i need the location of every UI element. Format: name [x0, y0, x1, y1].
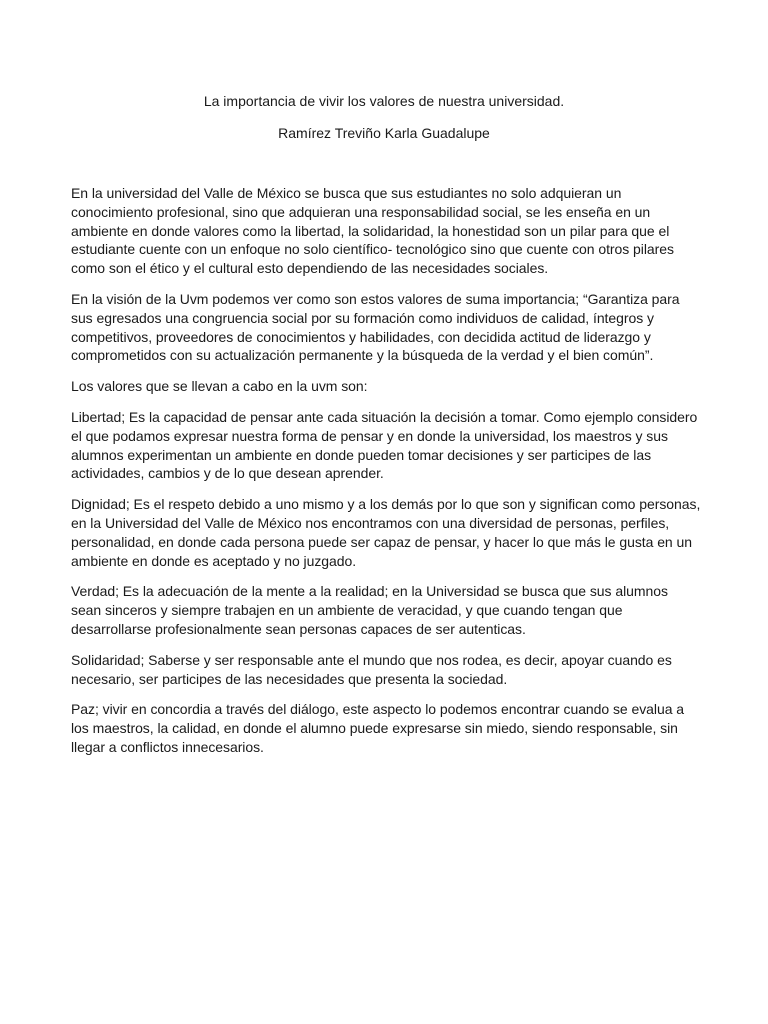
paragraph-libertad: Libertad; Es la capacidad de pensar ante cada situación la decisión a tomar. Como ejemplo considero el que podamos expresar nuestra forma de pensar y en donde la universidad, los maestros y sus alumnos experimentan un ambiente en donde pueden tomar decisiones y ser participes de las actividades, cambios y de lo que desean aprender.: [71, 408, 698, 482]
paragraph-solidaridad: Solidaridad; Saberse y ser responsable ante el mundo que nos rodea, es decir, apoyar cuando es necesario, ser participes de las necesidades que presenta la sociedad.: [71, 651, 672, 687]
paragraph-dignidad: Dignidad; Es el respeto debido a uno mismo y a los demás por lo que son y significan como personas, en la Universidad del Valle de México nos encontramos con una diversidad de personas, perfiles, personalidad, en donde cada persona puede ser capaz de pensar, y hacer lo que más le gusta en un ambiente en donde es aceptado y no juzgado.: [71, 496, 701, 569]
document-author: Ramírez Treviño Karla Guadalupe: [278, 125, 490, 141]
paragraph-values-intro: Los valores que se llevan a cabo en la uvm son:: [71, 378, 368, 395]
paragraph-verdad: Verdad; Es la adecuación de la mente a la realidad; en la Universidad se busca que sus alumnos sean sinceros y siempre trabajen en un ambiente de veracidad, y que cuando tengan que desarrollarse profesionalmente sean personas capaces de ser autenticas.: [71, 583, 668, 637]
paragraph-intro: En la universidad del Valle de México se busca que sus estudiantes no solo adquieran un conocimiento profesional, sino que adquieran una responsabilidad social, se les enseña en un ambiente en donde valores como la libertad, la solidaridad, la honestidad son un pilar para que el estudiante cuente con un enfoque no solo científico- tecnológico sino que cuente con otros pilares como son el ético y el cultural esto dependiendo de las necesidades sociales.: [71, 185, 674, 277]
paragraph-vision: En la visión de la Uvm podemos ver como son estos valores de suma importancia; “Garantiza para sus egresados una congruencia social por su formación como individuos de calidad, íntegros y competitivos, proveedores de conocimientos y habilidades, con decidida actitud de liderazgo y comprometidos con su actualización permanente y la búsqueda de la verdad y el bien común”.: [71, 290, 680, 364]
document-title: La importancia de vivir los valores de nuestra universidad.: [203, 93, 565, 109]
paragraph-paz: Paz; vivir en concordia a través del diálogo, este aspecto lo podemos encontrar cuando se evalua a los maestros, la calidad, en donde el alumno puede expresarse sin miedo, siendo responsable, sin llegar a conflictos innecesarios.: [71, 701, 685, 755]
document-body: [71, 184, 701, 769]
